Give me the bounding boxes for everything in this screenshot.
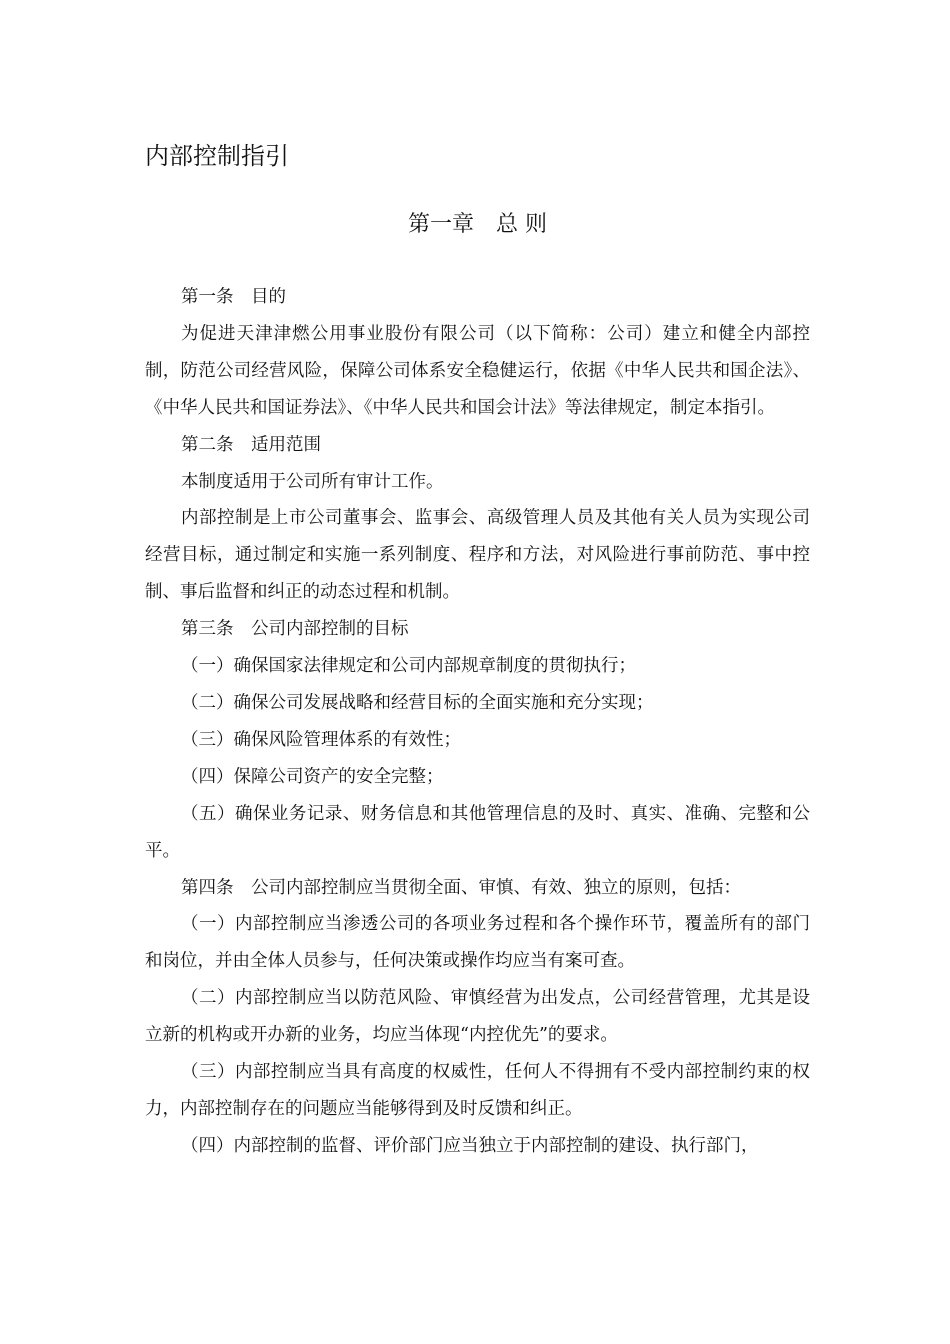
document-page [145, 0, 810, 1344]
list-item: （一）内部控制应当渗透公司的各项业务过程和各个操作环节，覆盖所有的部门和岗位，并由全体人员参与，任何决策或操作均应当有案可查。 [145, 914, 810, 972]
article-heading: 第四条 公司内部控制应当贯彻全面、审慎、有效、独立的原则，包括： [181, 877, 741, 898]
list-item: （二）内部控制应当以防范风险、审慎经营为出发点，公司经营管理，尤其是设立新的机构或开办新的业务，均应当体现“内控优先”的要求。 [145, 988, 810, 1046]
list-item: （二）确保公司发展战略和经营目标的全面实施和充分实现； [181, 692, 654, 713]
list-item: （三）确保风险管理体系的有效性； [181, 729, 461, 750]
list-item: （四）内部控制的监督、评价部门应当独立于内部控制的建设、执行部门， [181, 1135, 759, 1156]
list-item: （五）确保业务记录、财务信息和其他管理信息的及时、真实、准确、完整和公平。 [145, 803, 810, 861]
paragraph: 本制度适用于公司所有审计工作。 [181, 471, 444, 492]
chapter-title: 第一章 总 则 [408, 212, 547, 237]
document-title: 内部控制指引 [145, 142, 289, 170]
paragraph: 为促进天津津燃公用事业股份有限公司（以下简称：公司）建立和健全内部控制，防范公司经营风险，保障公司体系安全稳健运行，依据《中华人民共和国企法》、《中华人民共和国证券法》、《中华人民共和国会计法》等法律规定，制定本指引。 [145, 323, 810, 418]
article-heading: 第三条 公司内部控制的目标 [181, 619, 409, 640]
list-item: （一）确保国家法律规定和公司内部规章制度的贯彻执行； [181, 656, 636, 677]
list-item: （四）保障公司资产的安全完整； [181, 766, 444, 787]
article-heading: 第二条 适用范围 [181, 434, 321, 455]
document-body [145, 279, 810, 1165]
article-heading: 第一条 目的 [181, 287, 286, 307]
list-item: （三）内部控制应当具有高度的权威性，任何人不得拥有不受内部控制约束的权力，内部控制存在的问题应当能够得到及时反馈和纠正。 [145, 1062, 810, 1119]
paragraph: 内部控制是上市公司董事会、监事会、高级管理人员及其他有关人员为实现公司经营目标，通过制定和实施一系列制度、程序和方法，对风险进行事前防范、事中控制、事后监督和纠正的动态过程和机制。 [145, 508, 810, 603]
